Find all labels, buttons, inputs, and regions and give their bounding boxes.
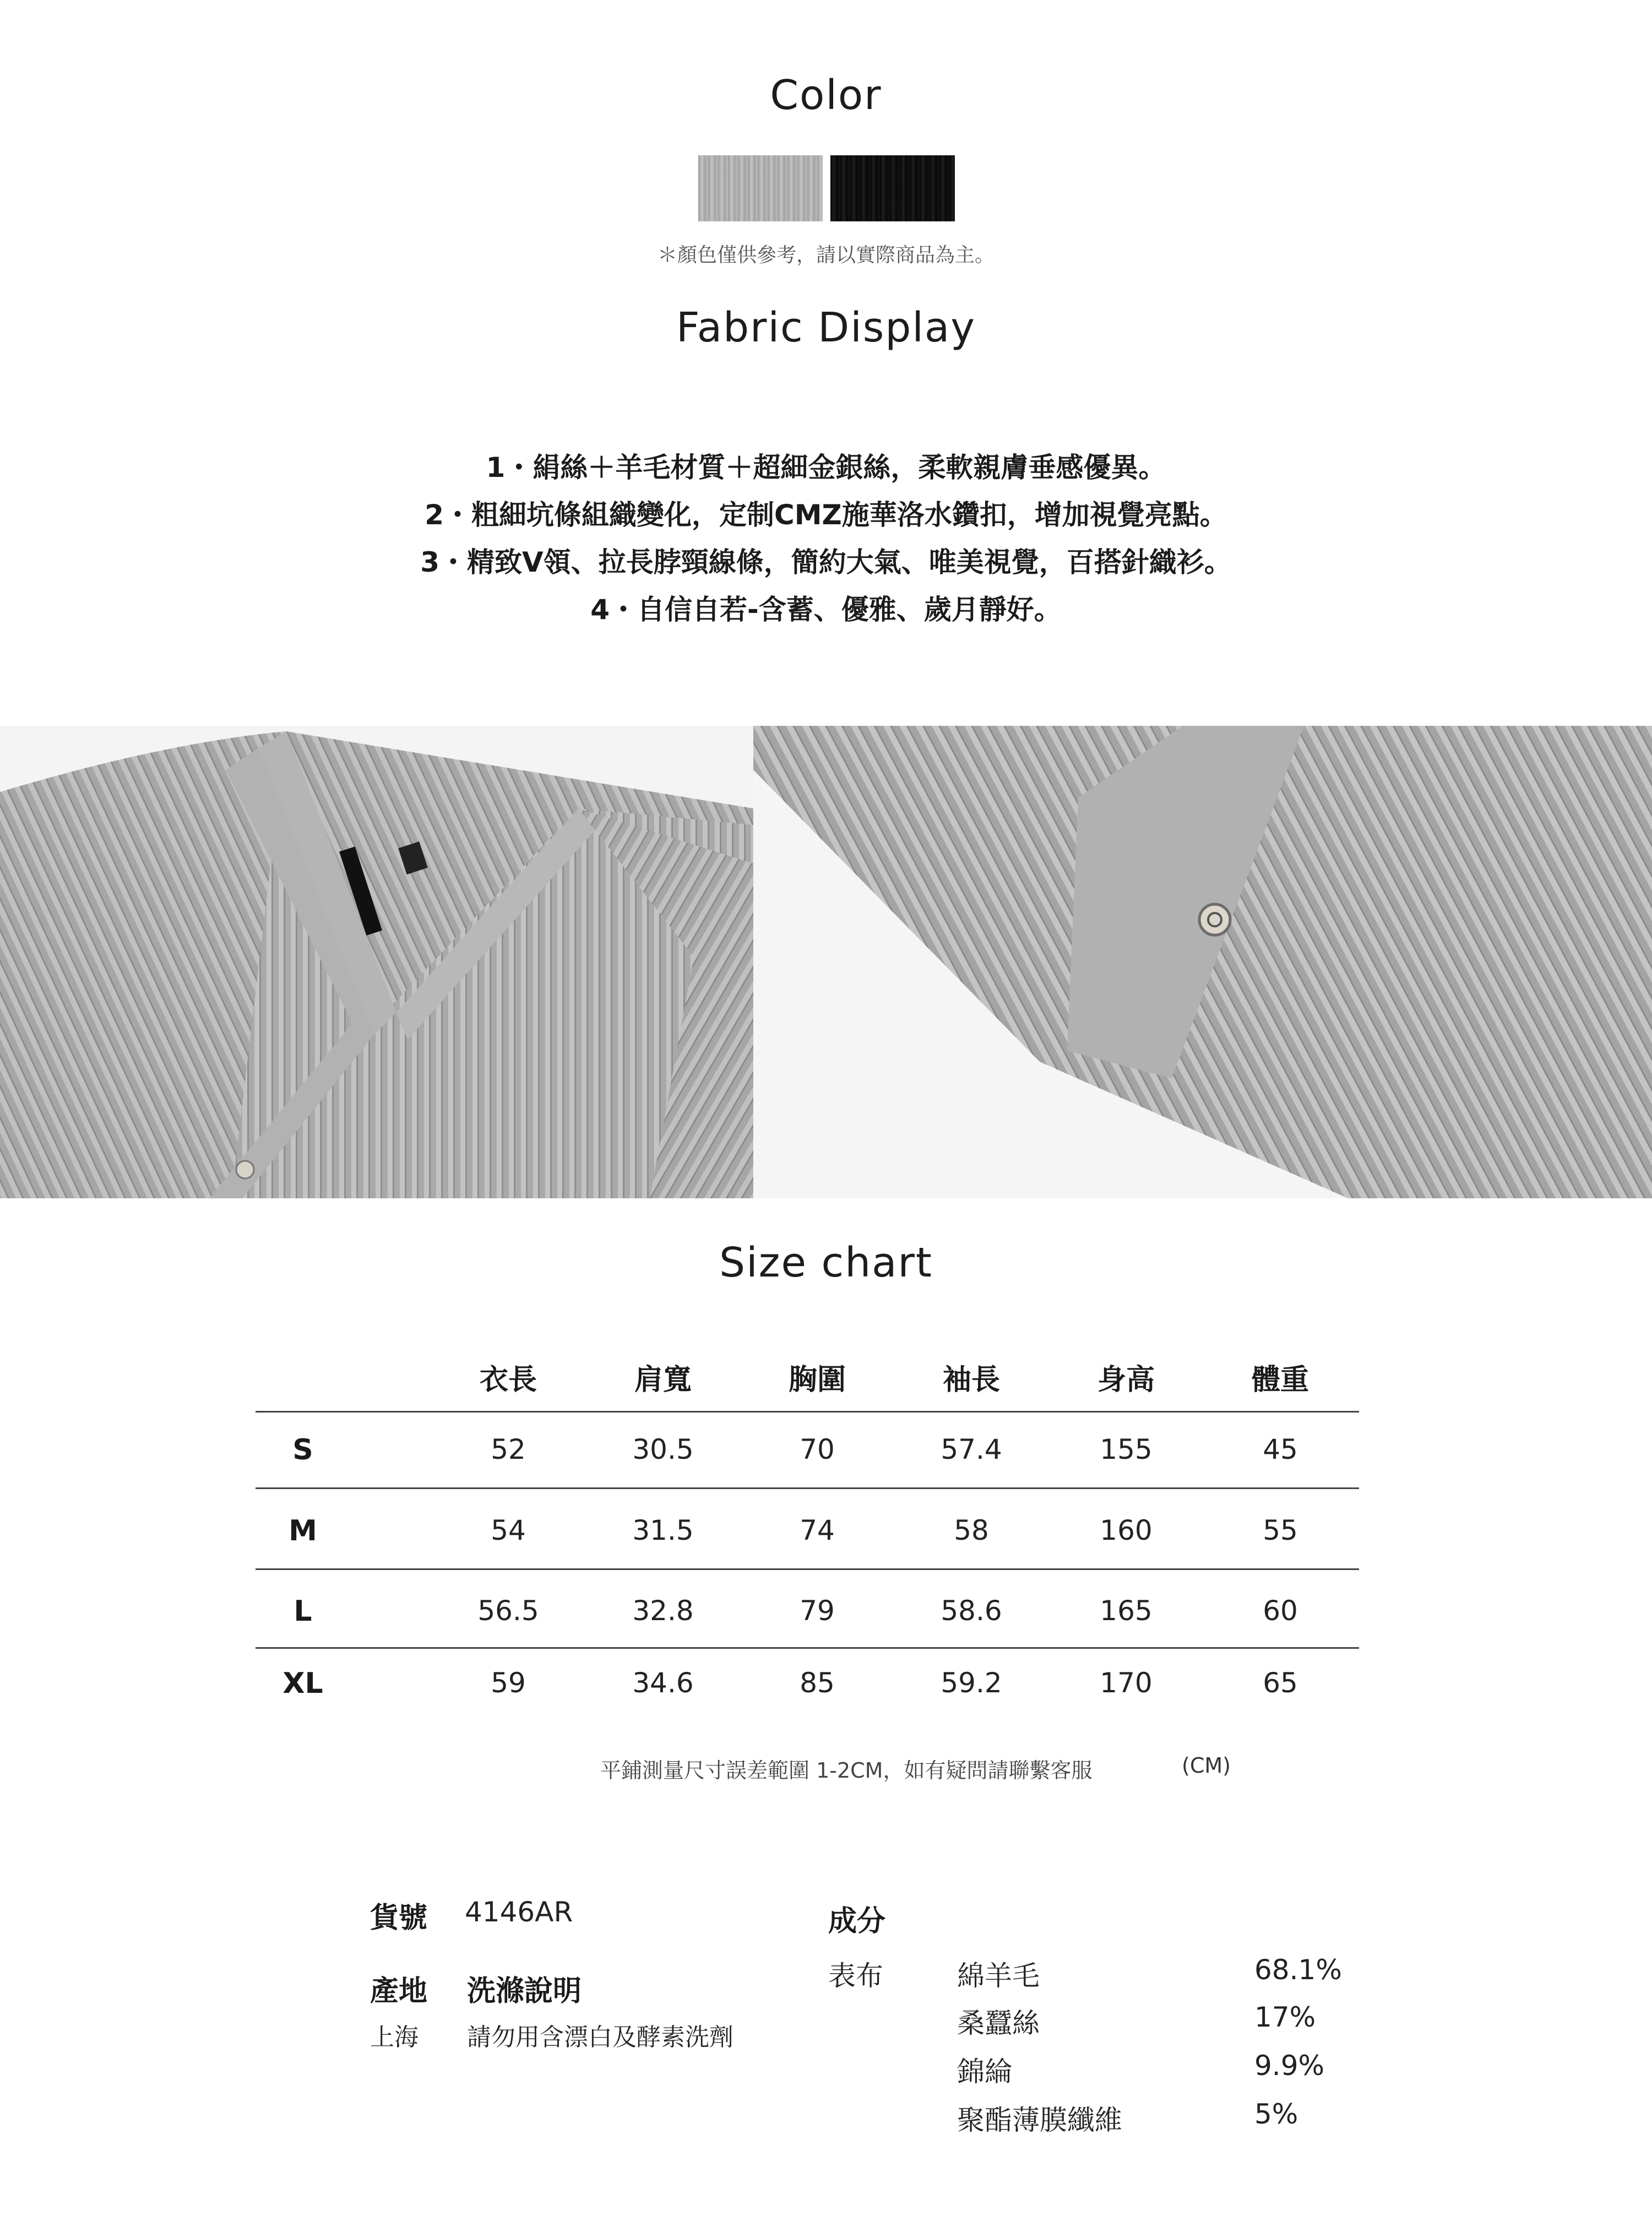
table-cell: 160 — [1100, 1514, 1153, 1546]
column-header: 身高 — [1097, 1364, 1155, 1397]
material-name: 桑蠶絲 — [957, 2007, 1040, 2039]
material-percent: 5% — [1254, 2098, 1298, 2130]
sku-label: 貨號 — [370, 1902, 428, 1935]
table-cell: 31.5 — [632, 1514, 694, 1546]
table-cell: 70 — [800, 1433, 835, 1465]
table-divider — [256, 1568, 1359, 1570]
material-percent: 68.1% — [1254, 1954, 1342, 1986]
table-cell: 34.6 — [632, 1667, 694, 1699]
table-cell: 65 — [1263, 1667, 1298, 1699]
column-header: 肩寬 — [634, 1364, 692, 1397]
feature-item: 1・絹絲＋羊毛材質＋超細金銀絲，柔軟親膚垂感優異。 — [486, 452, 1166, 484]
table-divider — [256, 1411, 1359, 1413]
table-divider — [256, 1487, 1359, 1489]
origin-label: 產地 — [370, 1975, 428, 2008]
material-name: 綿羊毛 — [957, 1960, 1040, 1992]
unit-label: (CM) — [1182, 1753, 1231, 1778]
feature-list — [0, 444, 1652, 633]
origin-value: 上海 — [370, 2023, 419, 2051]
table-cell: 79 — [800, 1595, 835, 1627]
care-value: 請勿用含漂白及酵素洗劑 — [467, 2023, 733, 2051]
table-cell: 52 — [491, 1433, 526, 1465]
table-cell: 57.4 — [941, 1433, 1002, 1465]
table-cell: 59 — [491, 1667, 526, 1699]
table-cell: 74 — [800, 1514, 835, 1546]
table-cell: 155 — [1100, 1433, 1153, 1465]
color-note: ＊顏色僅供參考，請以實際商品為主。 — [657, 244, 995, 267]
table-cell: 32.8 — [632, 1595, 694, 1627]
care-label: 洗滌說明 — [467, 1975, 582, 2008]
table-cell: 85 — [800, 1667, 835, 1699]
table-cell: 170 — [1100, 1667, 1153, 1699]
table-cell: 30.5 — [632, 1433, 694, 1465]
table-cell: 56.5 — [477, 1595, 539, 1627]
button-illustration — [753, 726, 1652, 1198]
table-cell: 59.2 — [941, 1667, 1002, 1699]
table-cell: 58.6 — [941, 1595, 1002, 1627]
feature-item: 2・粗細坑條組織變化，定制CMZ施華洛水鑽扣，增加視覺亮點。 — [425, 499, 1227, 531]
table-cell: 55 — [1263, 1514, 1298, 1546]
column-header: 胸圍 — [788, 1364, 846, 1397]
composition-label: 成分 — [828, 1905, 886, 1938]
gray-color-swatch[interactable] — [698, 155, 823, 221]
table-cell: 54 — [491, 1514, 526, 1546]
size-label: XL — [282, 1667, 323, 1700]
size-chart-title: Size chart — [719, 1239, 933, 1286]
measurement-note: 平鋪測量尺寸誤差範圍 1-2CM，如有疑問請聯繫客服 — [600, 1758, 1093, 1783]
material-name: 錦綸 — [957, 2056, 1012, 2088]
size-label: M — [289, 1514, 317, 1547]
feature-item: 3・精致V領、拉長脖頸線條，簡約大氣、唯美視覺，百搭針織衫。 — [420, 546, 1232, 578]
table-cell: 60 — [1263, 1595, 1298, 1627]
size-label: L — [294, 1595, 312, 1628]
fabric-label: 表布 — [828, 1960, 883, 1992]
size-label: S — [292, 1433, 313, 1467]
material-name: 聚酯薄膜纖維 — [957, 2104, 1122, 2136]
column-header: 袖長 — [942, 1364, 1000, 1397]
table-cell: 165 — [1100, 1595, 1153, 1627]
feature-item: 4・自信自若-含蓄、優雅、歲月靜好。 — [590, 594, 1062, 626]
fabric-title: Fabric Display — [676, 304, 976, 351]
table-cell: 58 — [954, 1514, 989, 1546]
sku-value: 4146AR — [465, 1896, 573, 1928]
column-header: 體重 — [1251, 1364, 1309, 1397]
column-header: 衣長 — [479, 1364, 537, 1397]
material-percent: 9.9% — [1254, 2050, 1325, 2082]
table-cell: 45 — [1263, 1433, 1298, 1465]
collar-illustration — [0, 726, 753, 1198]
product-photo-button — [753, 726, 1652, 1198]
black-color-swatch[interactable] — [830, 155, 955, 221]
table-divider — [256, 1647, 1359, 1649]
product-photo-collar — [0, 726, 753, 1198]
color-title: Color — [770, 72, 882, 119]
material-percent: 17% — [1254, 2001, 1316, 2033]
